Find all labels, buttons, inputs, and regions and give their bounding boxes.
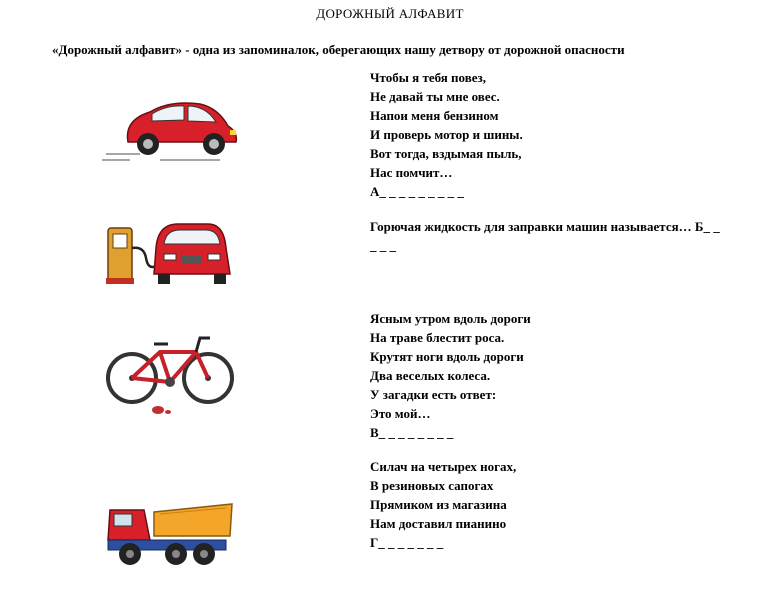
riddle-line: У загадки есть ответ:: [370, 387, 497, 402]
riddle-line: Нам доставил пианино: [370, 516, 507, 531]
riddle-answer: А_ _ _ _ _ _ _ _ _: [370, 184, 464, 199]
riddle-line: Чтобы я тебя повез,: [370, 70, 486, 85]
bicycle-icon: [104, 330, 234, 420]
riddle-answer: Г_ _ _ _ _ _ _: [370, 535, 444, 550]
riddle-car: [370, 68, 523, 201]
riddle-bicycle: [370, 309, 531, 442]
riddle-answer: _ _ _: [370, 238, 396, 253]
fuel-pump-car-icon: [104, 218, 234, 288]
dump-truck-icon: [104, 488, 239, 573]
riddle-line: Нас помчит…: [370, 165, 453, 180]
riddle-line: Ясным утром вдоль дороги: [370, 311, 531, 326]
riddle-line: Горючая жидкость для заправки машин называется… Б_ _: [370, 219, 720, 234]
riddle-line: Напои меня бензином: [370, 108, 499, 123]
riddle-answer: В_ _ _ _ _ _ _ _: [370, 425, 454, 440]
riddle-fuel: [370, 217, 720, 255]
riddle-line: Это мой…: [370, 406, 431, 421]
riddle-line: Крутят ноги вдоль дороги: [370, 349, 524, 364]
riddle-line: На траве блестит роса.: [370, 330, 505, 345]
car-icon: [100, 90, 245, 165]
riddle-line: В резиновых сапогах: [370, 478, 494, 493]
riddle-line: Вот тогда, вздымая пыль,: [370, 146, 522, 161]
riddle-line: Два веселых колеса.: [370, 368, 491, 383]
page-subtitle: «Дорожный алфавит» - одна из запоминалок, оберегающих нашу детвору от дорожной опасности: [52, 42, 625, 57]
riddle-line: Силач на четырех ногах,: [370, 459, 517, 474]
riddle-line: Не давай ты мне овес.: [370, 89, 500, 104]
page-title: ДОРОЖНЫЙ АЛФАВИТ: [316, 6, 464, 21]
riddle-line: И проверь мотор и шины.: [370, 127, 523, 142]
riddle-truck: [370, 457, 516, 552]
riddle-line: Прямиком из магазина: [370, 497, 507, 512]
